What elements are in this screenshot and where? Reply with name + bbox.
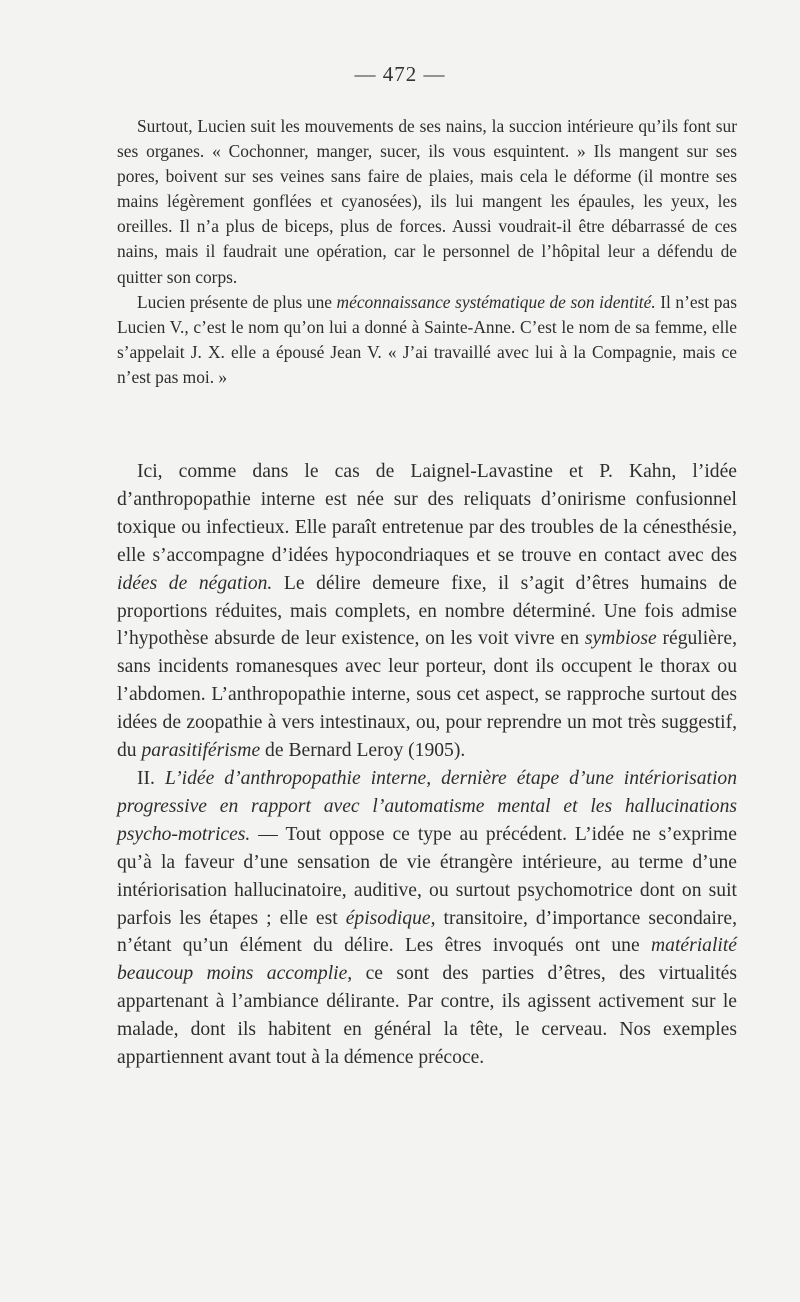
emphasis-parasitiferisme: parasitiférisme <box>141 740 261 762</box>
emphasis-materialite: matérialité beaucoup moins accomplie, <box>117 935 737 985</box>
paragraph-nains: Surtout, Lucien suit les mouvements de ses nains, la succion intérieure qu’ils font sur ses organes. « Cochonner, manger, sucer, ils vous esquintent. » Ils mangent sur ses pores, boivent sur ses veines sans faire de plaies, mais cela le déforme (il montre ses mains légèrement gonflées et cyanosées), ils lui mangent les épaules, les yeux, les oreilles. Il n’a plus de biceps, plus de forces. Aussi voudrait-il être débarrassé de ces nains, mais il faudrait une opération, car le personnel de l’hôpital leur a défendu de quitter son corps. <box>117 116 737 287</box>
section-number: II. <box>137 767 165 789</box>
case-description-block <box>117 114 737 390</box>
emphasis-symbiose: symbiose <box>584 628 657 650</box>
discussion-block <box>117 458 737 1072</box>
paragraph-anthropopathie: Ici, comme dans le cas de Laignel-Lavastine et P. Kahn, l’idée d’anthropopathie interne est née sur des reliquats d’onirisme confusionnel toxique ou infectieux. Elle paraît entretenue par des troubles de la cénesthésie, elle s’accompagne d’idées hypocondriaques et se trouve en contact avec des idées de négation. Le délire demeure fixe, il s’agit d’êtres humains de proportions réduites, mais complets, en nombre déterminé. Une fois admise l’hypothèse absurde de leur existence, on les voit vivre en symbiose régulière, sans incidents romanesques avec leur porteur, dont ils occupent le thorax ou l’abdomen. L’anthropopathie interne, sous cet aspect, se rapproche surtout des idées de zoopathie à vers intestinaux, ou, pour reprendre un mot très suggestif, du parasitiférisme de Bernard Leroy (1905). <box>117 461 737 762</box>
page-number: — 472 — <box>354 62 446 86</box>
emphasis-episodique: épisodique, <box>345 907 436 929</box>
paragraph-identite: Lucien présente de plus une méconnaissance systématique de son identité. Il n’est pas Lucien V., c’est le nom qu’on lui a donné à Sainte-Anne. C’est le nom de sa femme, elle s’appelait J. X. elle a épousé Jean V. « J’ai travaillé avec lui à la Compagnie, mais ce n’est pas moi. » <box>117 291 737 387</box>
paragraph-section-ii: II. L’idée d’anthropopathie interne, dernière étape d’une intériorisation progressive en rapport avec l’automatisme mental et les hallucinations psycho-motrices. — Tout oppose ce type au précédent. L’idée ne s’exprime qu’à la faveur d’une sensation de vie étrangère intérieure, au terme d’une intériorisation hallucinatoire, auditive, ou surtout psychomotrice dont on suit parfois les étapes ; elle est épisodique, transitoire, d’importance secondaire, n’étant qu’un élément du délire. Les êtres invoqués ont une matérialité beaucoup moins accomplie, ce sont des parties d’êtres, des virtualités appartenant à l’ambiance délirante. Par contre, ils agissent activement sur le malade, dont ils habitent en général la tête, le cerveau. Nos exemples appartiennent avant tout à la démence précoce. <box>117 767 737 1069</box>
emphasis-idees-negation: idées de négation. <box>117 572 273 594</box>
section-heading: L’idée d’anthropopathie interne, dernière étape d’une intériorisation progressive en rapport avec l’automatisme mental et les hallucinations psycho-motrices. <box>117 767 737 845</box>
emphasis-meconnaissance: méconnaissance systématique de son identité. <box>336 291 656 312</box>
